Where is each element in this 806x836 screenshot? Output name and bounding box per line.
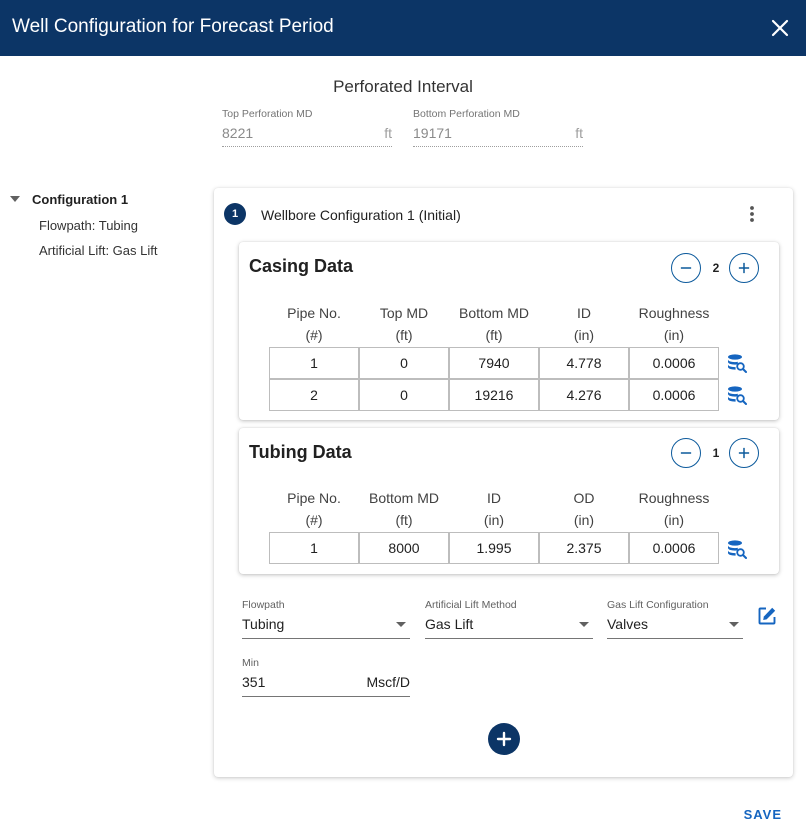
tubing-header-od: OD (in) [573, 490, 595, 528]
artificial-lift-method-label: Artificial Lift Method [425, 599, 517, 611]
tubing-remove-button[interactable] [671, 438, 701, 468]
min-rate-value: 351 [242, 674, 266, 690]
chevron-down-icon[interactable] [396, 622, 406, 627]
bottom-perforation-field[interactable] [413, 107, 583, 147]
tree-collapse-caret-icon[interactable] [10, 196, 20, 202]
tubing-cell[interactable]: 8000 [359, 532, 449, 564]
casing-count: 2 [712, 261, 720, 275]
casing-header-roughness: Roughness (in) [638, 305, 710, 343]
bottom-perforation-unit: ft [575, 125, 583, 141]
top-perforation-field[interactable] [222, 107, 392, 147]
perforated-interval-heading: Perforated Interval [333, 77, 473, 96]
tubing-cell[interactable]: 0.0006 [629, 532, 719, 564]
tubing-count: 1 [712, 446, 720, 460]
tubing-cell[interactable]: 1 [269, 532, 359, 564]
min-rate-unit: Mscf/D [366, 674, 410, 690]
casing-cell[interactable]: 1 [269, 347, 359, 379]
top-perforation-value: 8221 [222, 125, 254, 141]
flowpath-select[interactable] [242, 599, 410, 639]
casing-data-panel [239, 242, 779, 420]
database-search-icon[interactable] [727, 539, 747, 559]
chevron-down-icon[interactable] [729, 622, 739, 627]
tree-item-artificial-lift[interactable]: Artificial Lift: Gas Lift [39, 243, 158, 258]
add-configuration-button[interactable] [488, 723, 520, 755]
casing-cell[interactable]: 0.0006 [629, 347, 719, 379]
step-badge: 1 [224, 203, 246, 225]
gas-lift-configuration-label: Gas Lift Configuration [607, 599, 709, 611]
tree-item-flowpath[interactable]: Flowpath: Tubing [39, 218, 139, 233]
bottom-perforation-value: 19171 [413, 125, 452, 141]
casing-cell[interactable]: 0 [359, 347, 449, 379]
tubing-data-panel [239, 428, 779, 574]
artificial-lift-method-value: Gas Lift [425, 616, 474, 632]
gas-lift-configuration-select[interactable] [607, 599, 743, 639]
casing-add-button[interactable] [729, 253, 759, 283]
edit-icon[interactable] [757, 606, 777, 626]
top-perforation-unit: ft [384, 125, 392, 141]
artificial-lift-method-select[interactable] [425, 599, 593, 639]
casing-cell[interactable]: 19216 [449, 379, 539, 411]
wellbore-configuration-card [214, 188, 793, 777]
kebab-menu-icon[interactable] [744, 204, 760, 224]
casing-cell[interactable]: 4.778 [539, 347, 629, 379]
database-search-icon[interactable] [727, 385, 747, 405]
casing-data-title: Casing Data [249, 256, 354, 276]
min-rate-label: Min [242, 657, 259, 669]
casing-cell[interactable]: 2 [269, 379, 359, 411]
bottom-perforation-label: Bottom Perforation MD [413, 108, 520, 120]
casing-header-bottom-md: Bottom MD (ft) [458, 305, 529, 343]
casing-header-id: ID (in) [573, 305, 595, 343]
casing-cell[interactable]: 0.0006 [629, 379, 719, 411]
chevron-down-icon[interactable] [579, 622, 589, 627]
gas-lift-configuration-value: Valves [607, 616, 648, 632]
database-search-icon[interactable] [727, 353, 747, 373]
tubing-header-pipe-no: Pipe No. (#) [287, 490, 341, 528]
save-button[interactable]: SAVE [743, 807, 782, 822]
dialog-titlebar [0, 0, 806, 56]
tree-item-configuration-1[interactable]: Configuration 1 [32, 192, 129, 207]
dialog-title: Well Configuration for Forecast Period [12, 16, 334, 37]
tubing-cell[interactable]: 2.375 [539, 532, 629, 564]
wellbore-configuration-title: Wellbore Configuration 1 (Initial) [261, 207, 461, 223]
tubing-header-roughness: Roughness (in) [638, 490, 710, 528]
casing-cell[interactable]: 7940 [449, 347, 539, 379]
casing-header-pipe-no: Pipe No. (#) [287, 305, 341, 343]
flowpath-label: Flowpath [242, 599, 285, 611]
close-icon[interactable] [768, 16, 792, 40]
tubing-header-bottom-md: Bottom MD (ft) [368, 490, 439, 528]
flowpath-value: Tubing [242, 616, 285, 632]
tubing-header-id: ID (in) [483, 490, 505, 528]
tubing-cell[interactable]: 1.995 [449, 532, 539, 564]
tubing-add-button[interactable] [729, 438, 759, 468]
top-perforation-label: Top Perforation MD [222, 108, 313, 120]
casing-header-top-md: Top MD (ft) [379, 305, 429, 343]
min-rate-field[interactable] [242, 657, 410, 697]
tubing-data-title: Tubing Data [249, 442, 352, 462]
casing-cell[interactable]: 0 [359, 379, 449, 411]
casing-remove-button[interactable] [671, 253, 701, 283]
casing-cell[interactable]: 4.276 [539, 379, 629, 411]
